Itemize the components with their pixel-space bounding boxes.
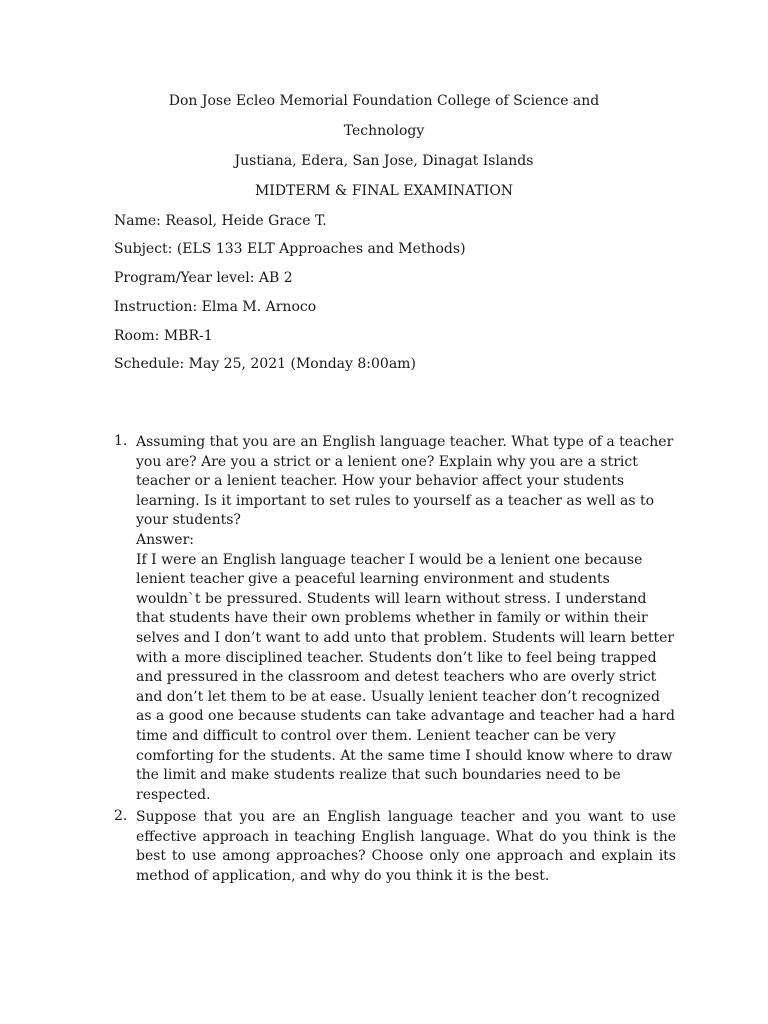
exam-title: MIDTERM & FINAL EXAMINATION <box>254 183 514 199</box>
schedule: Schedule: May 25, 2021 (Monday 8:00am) <box>114 356 416 372</box>
question-1 <box>136 433 676 531</box>
question-1-number: 1. <box>114 433 128 449</box>
answer-label: Answer: <box>136 532 194 548</box>
question-2-text: Suppose that you are an English language teacher and you want to use effective approach in teaching English language. What do you think is the best to use among approaches? Choose only one approach and explain its method of application, and why do you think it is the best. <box>136 809 676 884</box>
question-1-text: Assuming that you are an English language teacher. What type of a teacher you are? Are you a strict or a lenient one? Explain why you are a strict teacher or a lenient teacher. How your behavior affect your students learning. Is it important to set rules to yourself as a teacher as well as to your students? <box>136 434 674 529</box>
subject: Subject: (ELS 133 ELT Approaches and Methods) <box>114 241 466 257</box>
instructor: Instruction: Elma M. Arnoco <box>114 299 317 315</box>
room: Room: MBR-1 <box>114 328 213 344</box>
school-name-line2: Technology <box>343 123 425 139</box>
school-address: Justiana, Edera, San Jose, Dinagat Islands <box>234 153 534 169</box>
question-1-answer <box>136 531 676 805</box>
question-2 <box>136 808 676 886</box>
student-name: Name: Reasol, Heide Grace T. <box>114 213 327 229</box>
school-name-line1: Don Jose Ecleo Memorial Foundation College of Science and <box>168 93 600 109</box>
program-year-level: Program/Year level: AB 2 <box>114 270 293 286</box>
question-2-number: 2. <box>114 808 128 824</box>
answer-1-text: If I were an English language teacher I would be a lenient one because lenient teacher give a peaceful learning environment and students wouldn`t be pressured. Students will learn without stress. I understand that students have their own problems whether in family or within their selves and I don’t want to add unto that problem. Students will learn better with a more disciplined teacher. Students don’t like to feel being trapped and pressured in the classroom and detest teachers who are overly strict and don’t let them to be at ease. Usually lenient teacher don’t recognized as a good one because students can take advantage and teacher had a hard time and difficult to control over them. Lenient teacher can be very comforting for the students. At the same time I should know where to draw the limit and make students realize that such boundaries need to be respected. <box>136 551 675 803</box>
